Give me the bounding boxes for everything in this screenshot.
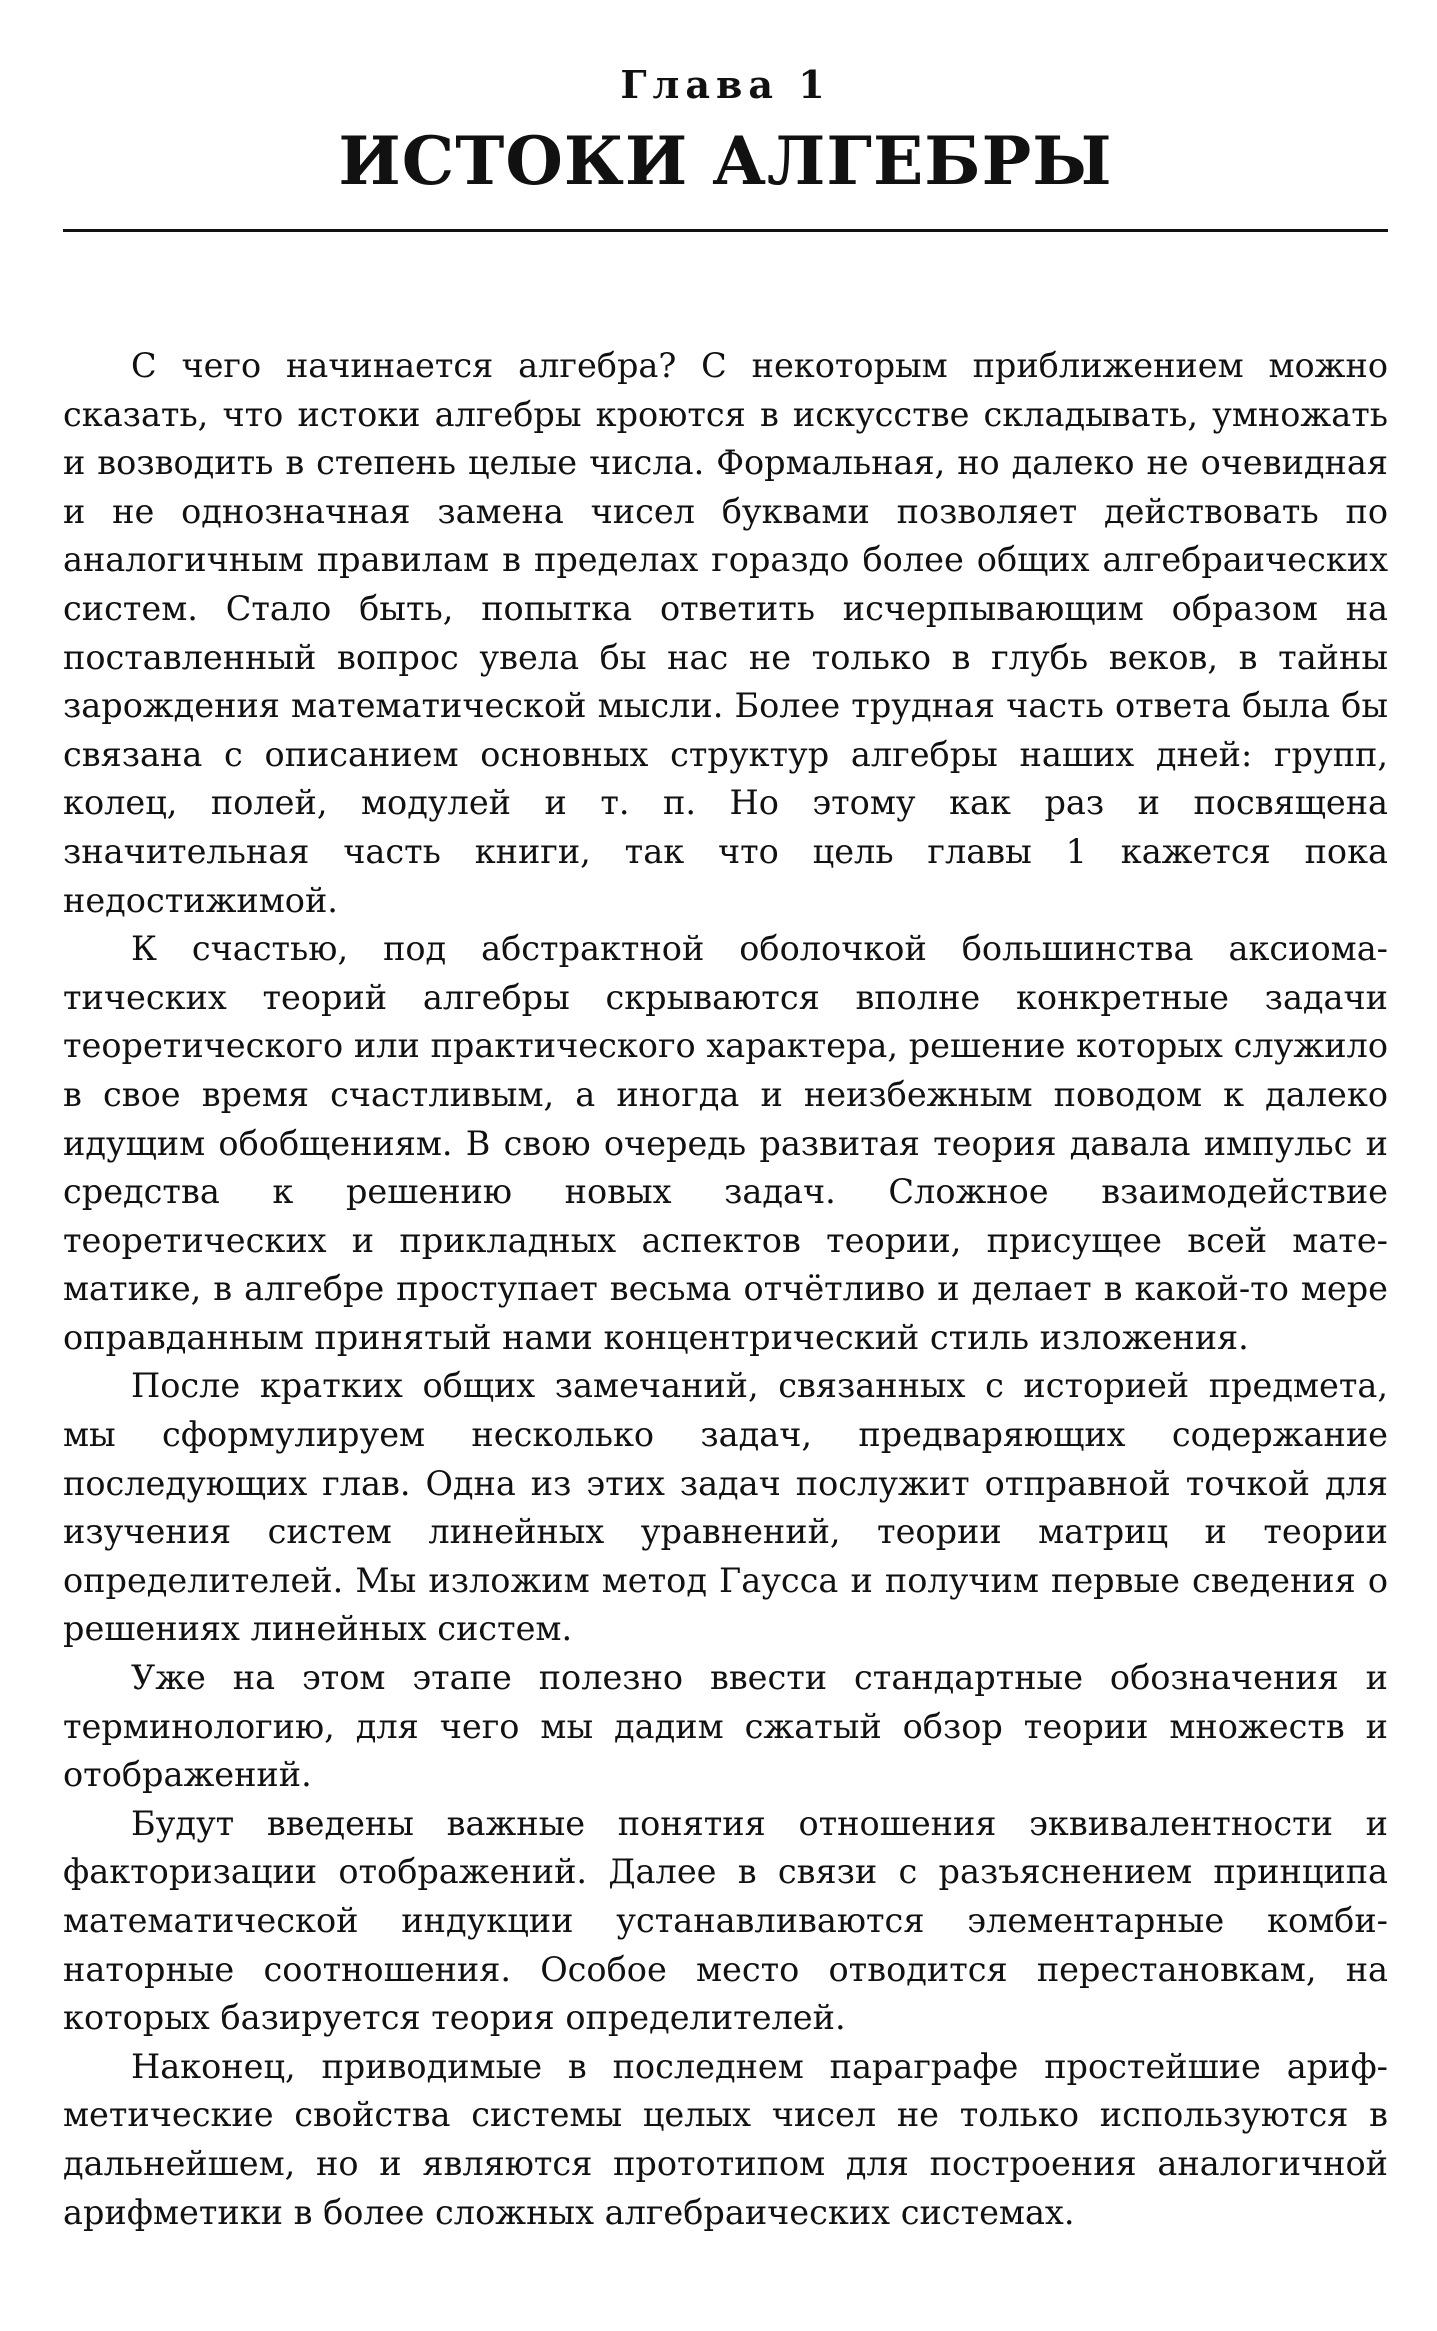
book-page [63, 0, 1388, 2331]
header-divider [63, 229, 1388, 232]
paragraph: С чего начинается алгебра? С некоторым приближением можно сказать, что истоки алгебры кроются в искусстве складывать, умножать и возводить в степень целые числа. Формальная, но далеко не очевидная и не однозначная замена чисел буквами позволяет действовать по аналогичным правилам в пределах гораздо более общих алгебраических систем. Стало быть, попытка ответить исчерпывающим образом на поставленный вопрос увела бы нас не только в глубь веков, в тайны зарождения математической мысли. Более трудная часть ответа была бы связана с описанием основных структур алгебры наших дней: групп, колец, полей, модулей и т. п. Но этому как раз и посвящена значительная часть книги, так что цель главы 1 кажется пока недостижимой. [63, 346, 1388, 920]
paragraph: После кратких общих замечаний, связанных с историей предмета, мы сформулируем несколько задач, предваряющих содержание последующих глав. Одна из этих задач послужит отправной точкой для изучения систем линейных уравнений, теории матриц и теории определителей. Мы изложим метод Гаусса и получим первые сведения о решениях линейных систем. [63, 1366, 1388, 1649]
chapter-label: Глава 1 [620, 62, 831, 107]
paragraph: Уже на этом этапе полезно ввести стандартные обозначения и терминологию, для чего мы дадим сжатый обзор теории множеств и отображений. [63, 1658, 1388, 1795]
paragraph: Будут введены важные понятия отношения эквивалентности и факторизации отображений. Далее в связи с разъяснением принципа математической индукции устанавливаются элементарные комбинаторные соотношения. Особое место отводится перестановкам, на которых базируется теория определителей. [63, 1803, 1388, 2038]
chapter-title: ИСТОКИ АЛГЕБРЫ [338, 122, 1113, 200]
chapter-body [63, 342, 1388, 2237]
paragraph: К счастью, под абстрактной оболочкой большинства аксиоматических теорий алгебры скрываются вполне конкретные задачи теоретического или практического характера, решение которых служило в свое время счастливым, а иногда и неизбежным поводом к далеко идущим обобщениям. В свою очередь развитая теория давала импульс и средства к решению новых задач. Сложное взаимодействие теоретических и прикладных аспектов теории, присущее всей математике, в алгебре проступает весьма отчётливо и делает в какой-то мере оправданным принятый нами концентрический стиль изложения. [63, 929, 1388, 1357]
paragraph: Наконец, приводимые в последнем параграфе простейшие арифметические свойства системы целых чисел не только используются в дальнейшем, но и являются прототипом для построения аналогичной арифметики в более сложных алгебраических системах. [63, 2046, 1388, 2232]
